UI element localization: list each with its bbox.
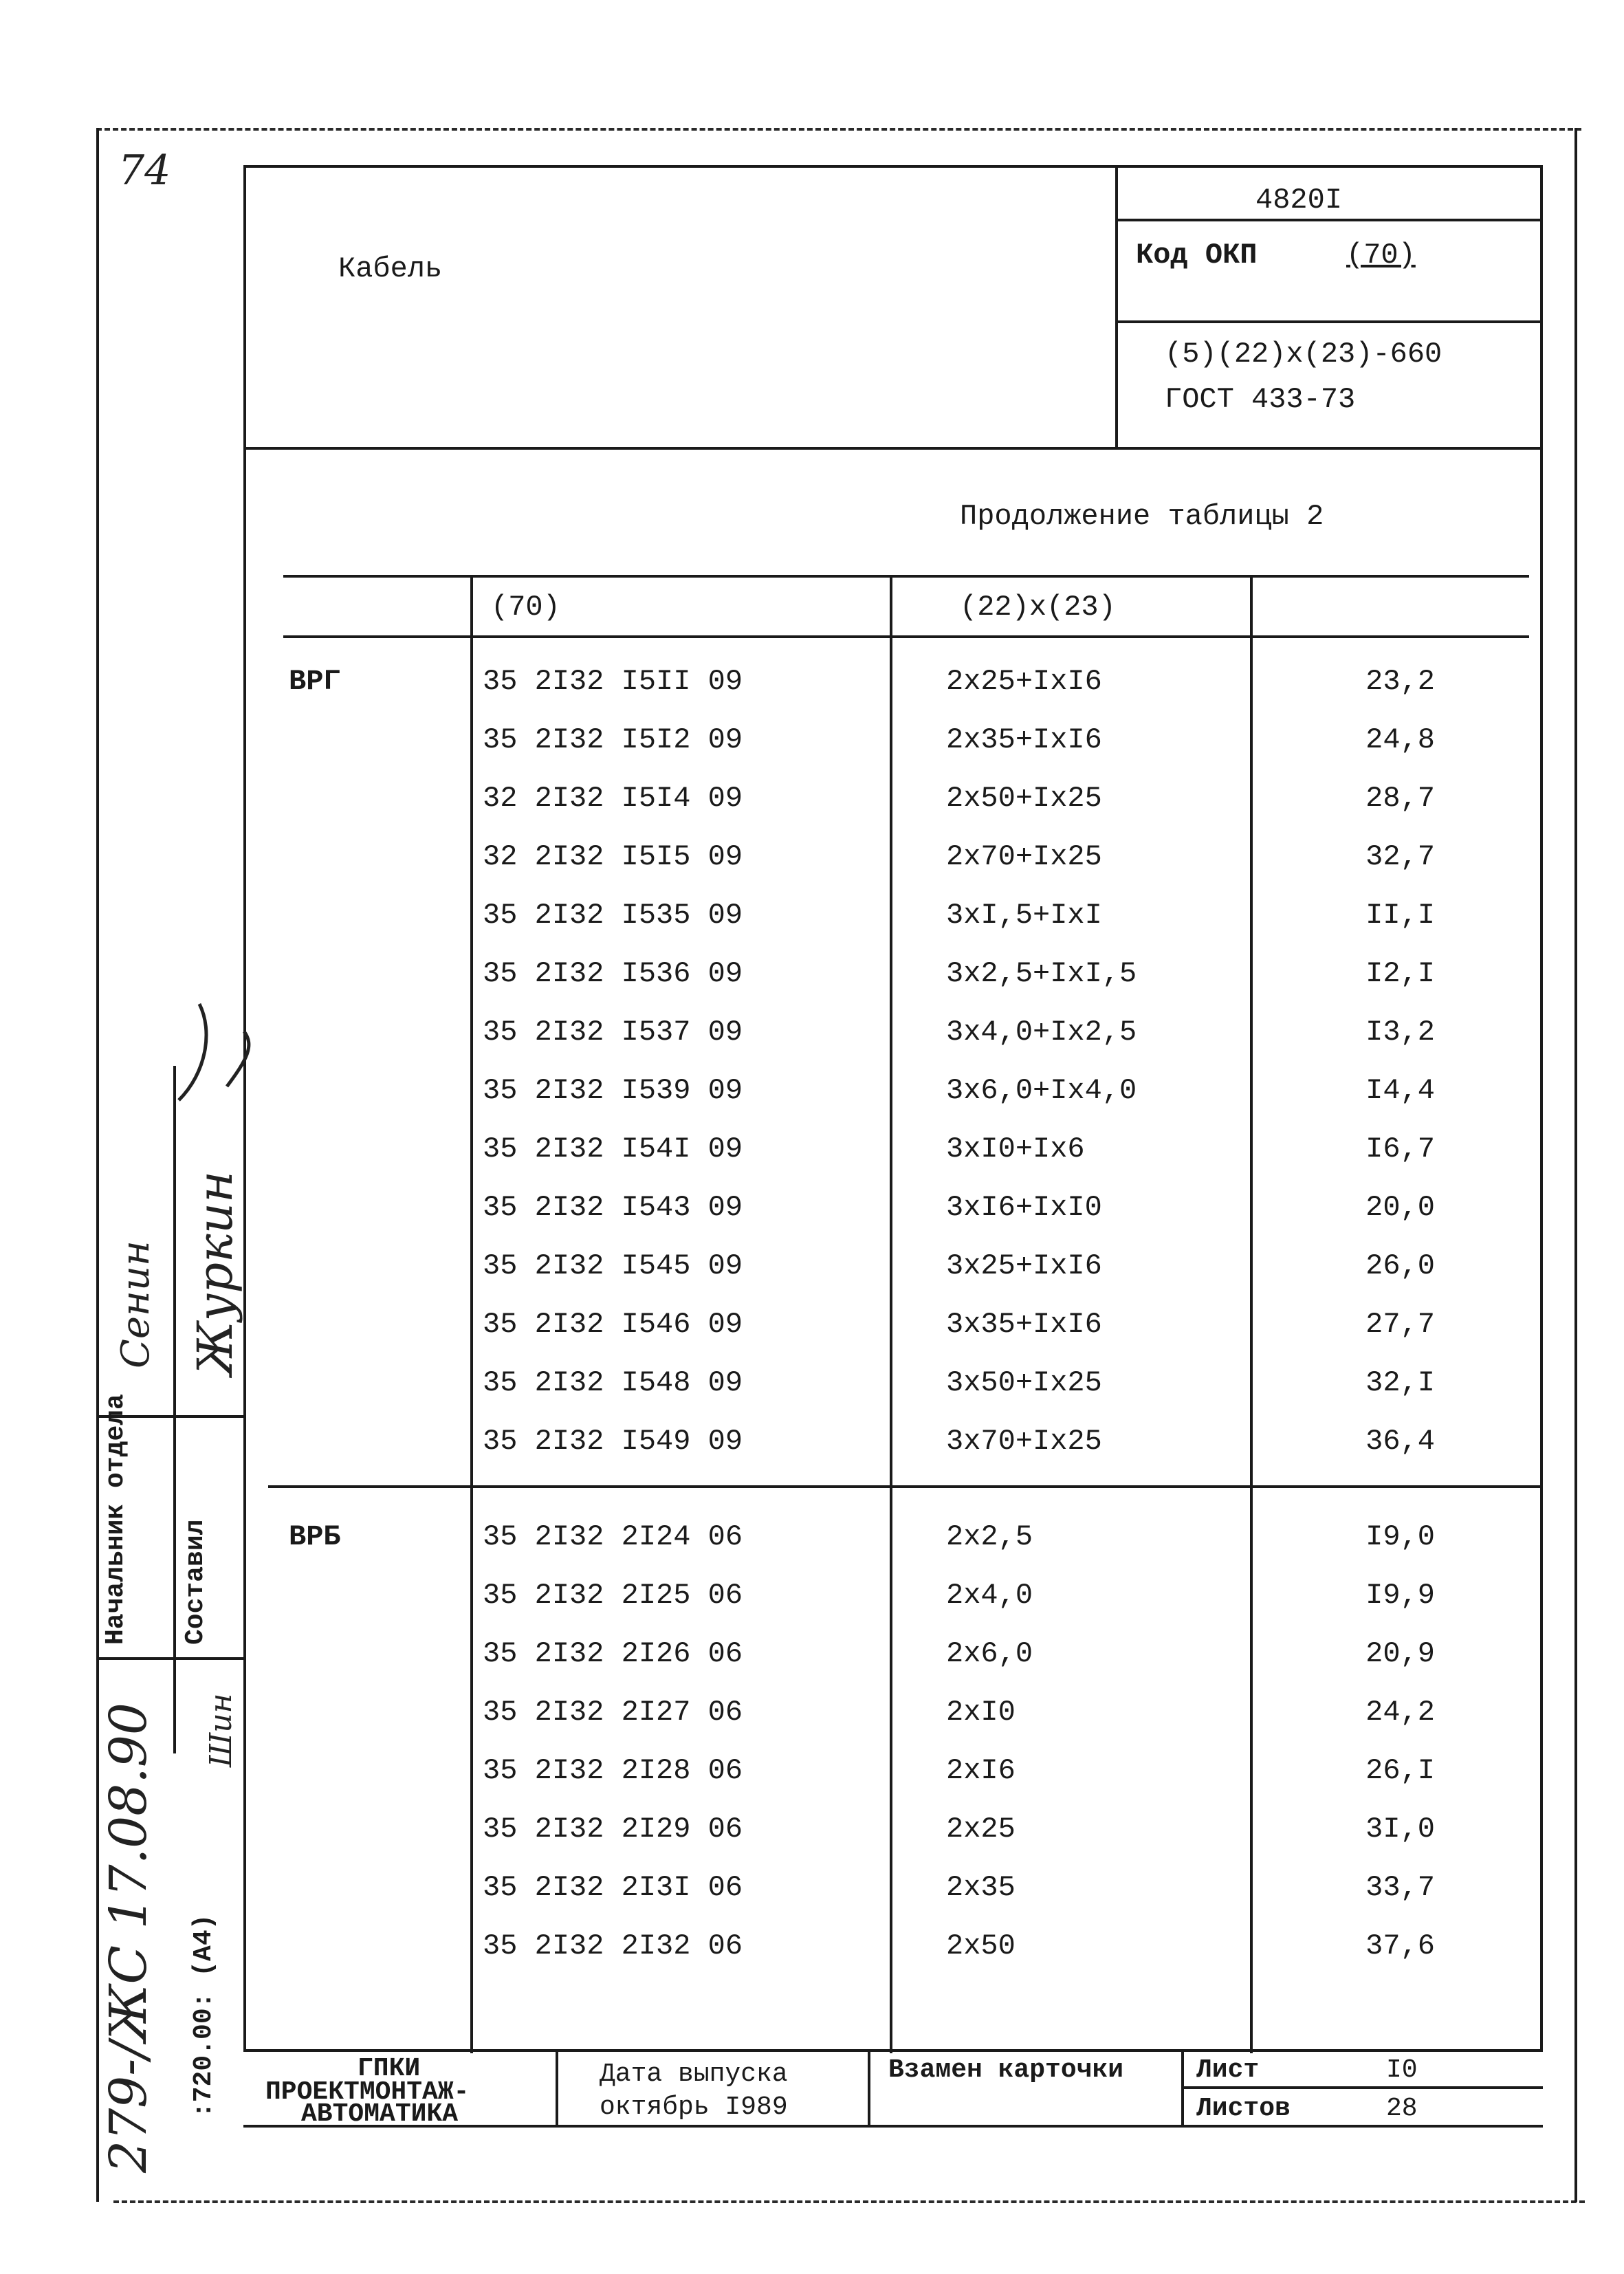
col-divider-2 <box>890 575 892 2053</box>
table-cell-code: 35 2I32 I536 09 <box>483 957 743 990</box>
card-title: Кабель <box>338 252 443 285</box>
org-line-2: ПРОЕКТМОНТАЖ- <box>265 2077 470 2107</box>
table-cell-value: 3I,0 <box>1365 1813 1435 1846</box>
col-header-section: (22)x(23) <box>960 591 1116 624</box>
header-line-2 <box>1115 320 1543 323</box>
footer-top-line <box>243 2049 1543 2052</box>
table-cell-section: 2x4,0 <box>946 1579 1033 1612</box>
table-cell-section: 2x25+IxI6 <box>946 665 1102 698</box>
table-cell-code: 35 2I32 2I28 06 <box>483 1754 743 1787</box>
table-cell-code: 32 2I32 I5I5 09 <box>483 840 743 873</box>
table-cell-value: II,I <box>1365 899 1435 932</box>
table-cell-code: 35 2I32 2I25 06 <box>483 1579 743 1612</box>
table-cell-code: 35 2I32 I537 09 <box>483 1016 743 1049</box>
table-cell-code: 35 2I32 I546 09 <box>483 1308 743 1341</box>
footer-divider-3 <box>1181 2049 1184 2126</box>
table-cell-value: 23,2 <box>1365 665 1435 698</box>
footer-mid-line <box>1181 2086 1543 2089</box>
table-cell-value: 36,4 <box>1365 1425 1435 1458</box>
table-cell-section: 3x2,5+IxI,5 <box>946 957 1137 990</box>
table-cell-code: 35 2I32 I543 09 <box>483 1191 743 1224</box>
table-cell-value: I4,4 <box>1365 1074 1435 1107</box>
table-cell-value: 20,0 <box>1365 1191 1435 1224</box>
signature-author: Журкин <box>187 1170 243 1375</box>
group-name-vrg: ВРГ <box>289 665 341 698</box>
table-cell-code: 35 2I32 I545 09 <box>483 1249 743 1282</box>
table-cell-section: 2x35+IxI6 <box>946 723 1102 756</box>
table-cell-section: 3x4,0+Ix2,5 <box>946 1016 1137 1049</box>
table-cell-section: 2xI0 <box>946 1696 1016 1729</box>
table-cell-section: 2x50 <box>946 1929 1016 1963</box>
table-cell-section: 3x35+IxI6 <box>946 1308 1102 1341</box>
table-cell-code: 35 2I32 I549 09 <box>483 1425 743 1458</box>
table-cell-value: 37,6 <box>1365 1929 1435 1963</box>
table-cell-value: 26,0 <box>1365 1249 1435 1282</box>
table-cell-code: 35 2I32 2I32 06 <box>483 1929 743 1963</box>
table-cell-value: 20,9 <box>1365 1637 1435 1670</box>
table-cell-section: 2x50+Ix25 <box>946 782 1102 815</box>
signature-head: Сенин <box>113 1240 158 1368</box>
col-header-code: (70) <box>491 591 560 624</box>
frame-right-line <box>1574 128 1577 2202</box>
table-cell-code: 35 2I32 2I24 06 <box>483 1520 743 1553</box>
table-cell-section: 3x50+Ix25 <box>946 1366 1102 1399</box>
side-label-head: Начальник отдела <box>101 1394 131 1645</box>
table-cell-section: 3xI0+Ix6 <box>946 1133 1085 1166</box>
sheet-value: I0 <box>1386 2055 1418 2085</box>
col-divider-3 <box>1250 575 1253 2053</box>
table-cell-code: 35 2I32 2I29 06 <box>483 1813 743 1846</box>
okp-label: Код ОКП <box>1136 239 1258 272</box>
table-cell-code: 35 2I32 I539 09 <box>483 1074 743 1107</box>
header-bottom-line <box>243 447 1543 450</box>
side-label-author: Составил <box>181 1519 210 1645</box>
signature-strokes <box>165 990 261 1375</box>
org-line-3: АВТОМАТИКА <box>301 2099 459 2129</box>
release-date-value: октябрь I989 <box>600 2092 788 2122</box>
table-cell-section: 2x2,5 <box>946 1520 1033 1553</box>
table-cell-value: 27,7 <box>1365 1308 1435 1341</box>
sheet-label: Лист <box>1196 2055 1260 2085</box>
table-cell-section: 2xI6 <box>946 1754 1016 1787</box>
table-cell-code: 35 2I32 I5II 09 <box>483 665 743 698</box>
table-cell-section: 3xI6+IxI0 <box>946 1191 1102 1224</box>
table-caption: Продолжение таблицы 2 <box>960 500 1324 533</box>
replaces-card-label: Взамен карточки <box>888 2055 1124 2085</box>
table-cell-code: 35 2I32 I535 09 <box>483 899 743 932</box>
table-cell-section: 3x25+IxI6 <box>946 1249 1102 1282</box>
table-cell-code: 32 2I32 I5I4 09 <box>483 782 743 815</box>
okp-value: (70) <box>1346 239 1416 272</box>
table-cell-value: 26,I <box>1365 1754 1435 1787</box>
form-number: :720.00: (А4) <box>189 1914 219 2118</box>
table-cell-value: 28,7 <box>1365 782 1435 815</box>
footer-divider-2 <box>868 2049 870 2126</box>
footer-divider-1 <box>556 2049 558 2126</box>
registration-number: 279-/ЖС 17.08.90 <box>99 1703 158 2173</box>
initial-signature: Шин <box>204 1693 239 1767</box>
sheets-value: 28 <box>1386 2094 1418 2123</box>
table-cell-value: 24,2 <box>1365 1696 1435 1729</box>
group-divider-line <box>268 1485 1540 1488</box>
table-cell-code: 35 2I32 2I27 06 <box>483 1696 743 1729</box>
card-top-line <box>243 165 1543 168</box>
table-cell-value: 32,I <box>1365 1366 1435 1399</box>
designation-line-1: (5)(22)x(23)-660 <box>1165 338 1442 371</box>
table-cell-value: 32,7 <box>1365 840 1435 873</box>
table-cell-value: I3,2 <box>1365 1016 1435 1049</box>
table-cell-code: 35 2I32 I54I 09 <box>483 1133 743 1166</box>
corner-mark: 74 <box>118 146 171 195</box>
col-divider-1 <box>470 575 473 2053</box>
designation-line-2: ГОСТ 433-73 <box>1165 383 1356 416</box>
table-cell-code: 35 2I32 2I26 06 <box>483 1637 743 1670</box>
table-cell-section: 3x6,0+Ix4,0 <box>946 1074 1137 1107</box>
table-cell-section: 3x70+Ix25 <box>946 1425 1102 1458</box>
side-bottom-line <box>96 1657 245 1660</box>
table-cell-code: 35 2I32 I5I2 09 <box>483 723 743 756</box>
table-cell-value: I6,7 <box>1365 1133 1435 1166</box>
top-border-dashed <box>96 128 1581 131</box>
table-cell-value: 24,8 <box>1365 723 1435 756</box>
release-date-label: Дата выпуска <box>600 2059 788 2089</box>
table-cell-value: I9,9 <box>1365 1579 1435 1612</box>
card-number: 4820I <box>1255 184 1343 217</box>
header-divider <box>1115 165 1118 448</box>
group-name-vrb: ВРБ <box>289 1520 341 1553</box>
sheets-label: Листов <box>1196 2094 1291 2123</box>
table-cell-section: 2x25 <box>946 1813 1016 1846</box>
table-cell-section: 2x35 <box>946 1871 1016 1904</box>
header-line-1 <box>1115 219 1543 221</box>
table-cell-section: 2x70+Ix25 <box>946 840 1102 873</box>
table-cell-section: 2x6,0 <box>946 1637 1033 1670</box>
table-cell-value: I2,I <box>1365 957 1435 990</box>
table-cell-value: I9,0 <box>1365 1520 1435 1553</box>
bottom-border-dashed <box>113 2200 1585 2203</box>
org-line-1: ГПКИ <box>358 2054 421 2084</box>
table-cell-value: 33,7 <box>1365 1871 1435 1904</box>
table-cell-code: 35 2I32 2I3I 06 <box>483 1871 743 1904</box>
table-cell-section: 3xI,5+IxI <box>946 899 1102 932</box>
table-cell-code: 35 2I32 I548 09 <box>483 1366 743 1399</box>
